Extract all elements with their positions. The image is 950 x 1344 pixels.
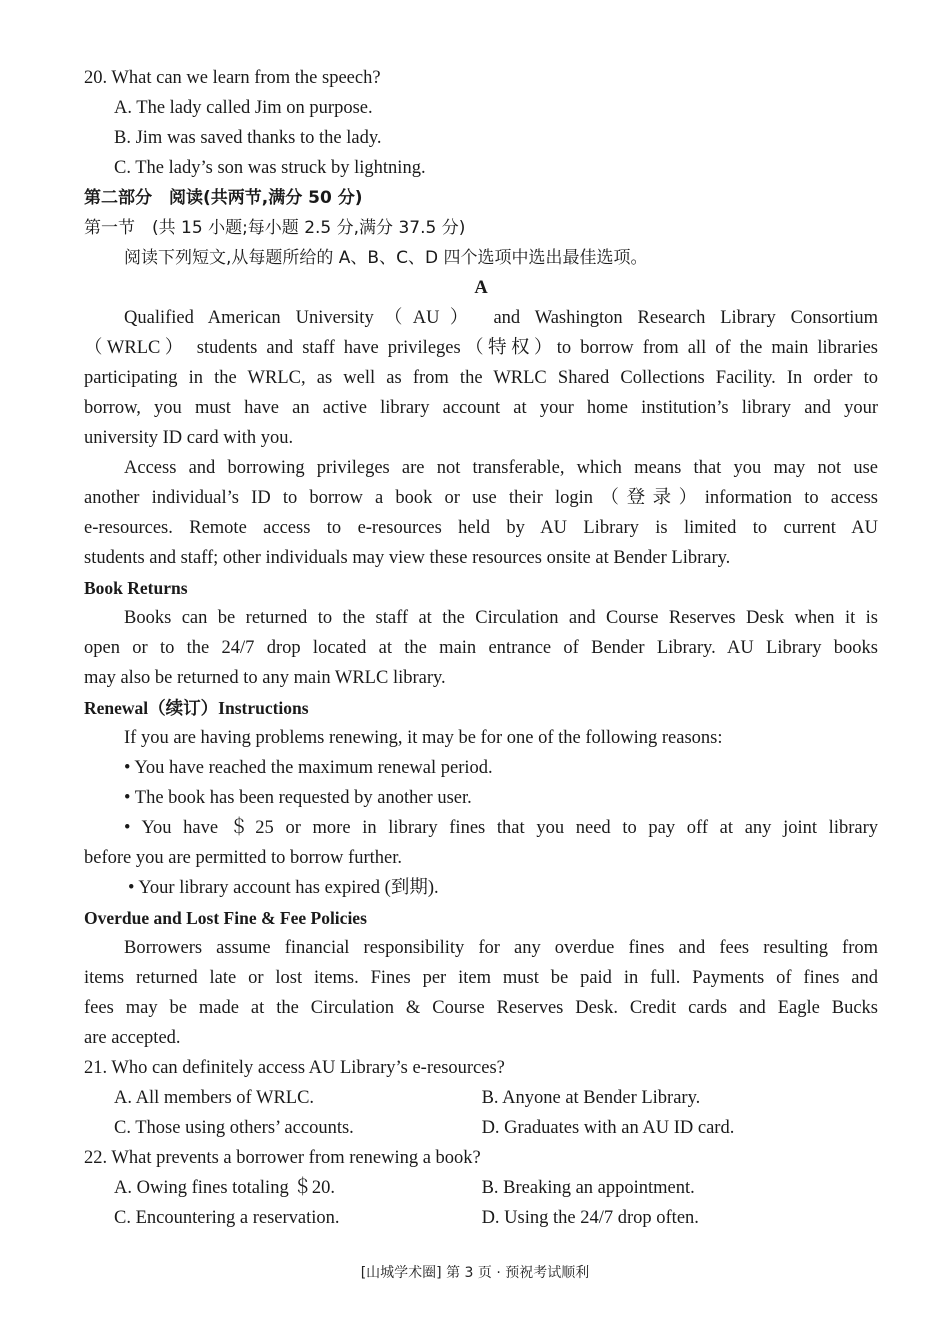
q22-option-c: C. Encountering a reservation. — [114, 1208, 340, 1228]
subsection-title: 第一节 (共 15 小题;每小题 2.5 分,满分 37.5 分) — [84, 218, 466, 238]
renewal-bullet: • The book has been requested by another user. — [124, 788, 472, 808]
question-20: 20. What can we learn from the speech? — [84, 68, 381, 88]
q20-option-b: B. Jim was saved thanks to the lady. — [114, 128, 382, 148]
part-title: 第二部分 阅读(共两节,满分 50 分) — [84, 188, 363, 208]
passage-p1-line: （WRLC） students and staff have privileges（特权）to borrow from all of the main libraries — [84, 338, 878, 358]
renewal-bullet: • You have ＄25 or more in library fines that you need to pay off at any joint library — [124, 818, 878, 838]
q21-option-b: B. Anyone at Bender Library. — [481, 1088, 701, 1108]
question-21: 21. Who can definitely access AU Library’s e-resources? — [84, 1058, 505, 1078]
q22-options-row — [84, 1203, 878, 1233]
q21-option-c: C. Those using others’ accounts. — [114, 1118, 354, 1138]
passage-p2-line: e-resources. Remote access to e-resources held by AU Library is limited to current AU — [84, 518, 878, 538]
heading-renewal: Renewal（续订）Instructions — [84, 698, 309, 718]
passage-p1-line: Qualified American University（AU） and Washington Research Library Consortium — [124, 308, 878, 328]
page-footer: [山城学术圈] 第 3 页 · 预祝考试顺利 — [360, 1265, 590, 1281]
q22-option-d: D. Using the 24/7 drop often. — [481, 1208, 699, 1228]
passage-p4-line: items returned late or lost items. Fines per item must be paid in full. Payments of fines and — [84, 968, 878, 988]
renewal-bullet: • Your library account has expired (到期). — [128, 878, 439, 898]
q21-options-row — [84, 1113, 878, 1143]
passage-p3-line: Books can be returned to the staff at the Circulation and Course Reserves Desk when it is — [124, 608, 878, 628]
passage-p1-line: university ID card with you. — [84, 428, 294, 448]
q21-options-row — [84, 1083, 878, 1113]
q20-option-a: A. The lady called Jim on purpose. — [114, 98, 373, 118]
passage-p2-line: another individual’s ID to borrow a book or use their login（登录）information to access — [84, 488, 878, 508]
passage-p1-line: participating in the WRLC, as well as from the WRLC Shared Collections Facility. In order to — [84, 368, 878, 388]
passage-p4-line: Borrowers assume financial responsibility for any overdue fines and fees resulting from — [124, 938, 878, 958]
passage-p3-line: may also be returned to any main WRLC library. — [84, 668, 446, 688]
heading-fines: Overdue and Lost Fine & Fee Policies — [84, 908, 367, 928]
heading-book-returns: Book Returns — [84, 578, 188, 598]
passage-p2-line: Access and borrowing privileges are not transferable, which means that you may not use — [124, 458, 878, 478]
renewal-bullet-cont: before you are permitted to borrow further. — [84, 848, 402, 868]
q22-option-a: A. Owing fines totaling ＄20. — [114, 1178, 335, 1198]
passage-p3-line: open or to the 24/7 drop located at the main entrance of Bender Library. AU Library books — [84, 638, 878, 658]
q22-options-row — [84, 1173, 878, 1203]
q22-option-b: B. Breaking an appointment. — [481, 1178, 695, 1198]
exam-page — [84, 63, 878, 1233]
question-22: 22. What prevents a borrower from renewing a book? — [84, 1148, 481, 1168]
passage-p4-line: are accepted. — [84, 1028, 181, 1048]
q21-option-a: A. All members of WRLC. — [114, 1088, 315, 1108]
passage-label: A — [474, 278, 488, 298]
passage-p2-line: students and staff; other individuals may view these resources onsite at Bender Library. — [84, 548, 731, 568]
instructions: 阅读下列短文,从每题所给的 A、B、C、D 四个选项中选出最佳选项。 — [124, 248, 648, 268]
passage-p4-line: fees may be made at the Circulation & Course Reserves Desk. Credit cards and Eagle Bucks — [84, 998, 878, 1018]
renewal-intro: If you are having problems renewing, it may be for one of the following reasons: — [124, 728, 723, 748]
renewal-bullet: • You have reached the maximum renewal period. — [124, 758, 493, 778]
q20-option-c: C. The lady’s son was struck by lightning. — [114, 158, 426, 178]
q21-option-d: D. Graduates with an AU ID card. — [481, 1118, 735, 1138]
passage-p1-line: borrow, you must have an active library account at your home institution’s library and your — [84, 398, 878, 418]
